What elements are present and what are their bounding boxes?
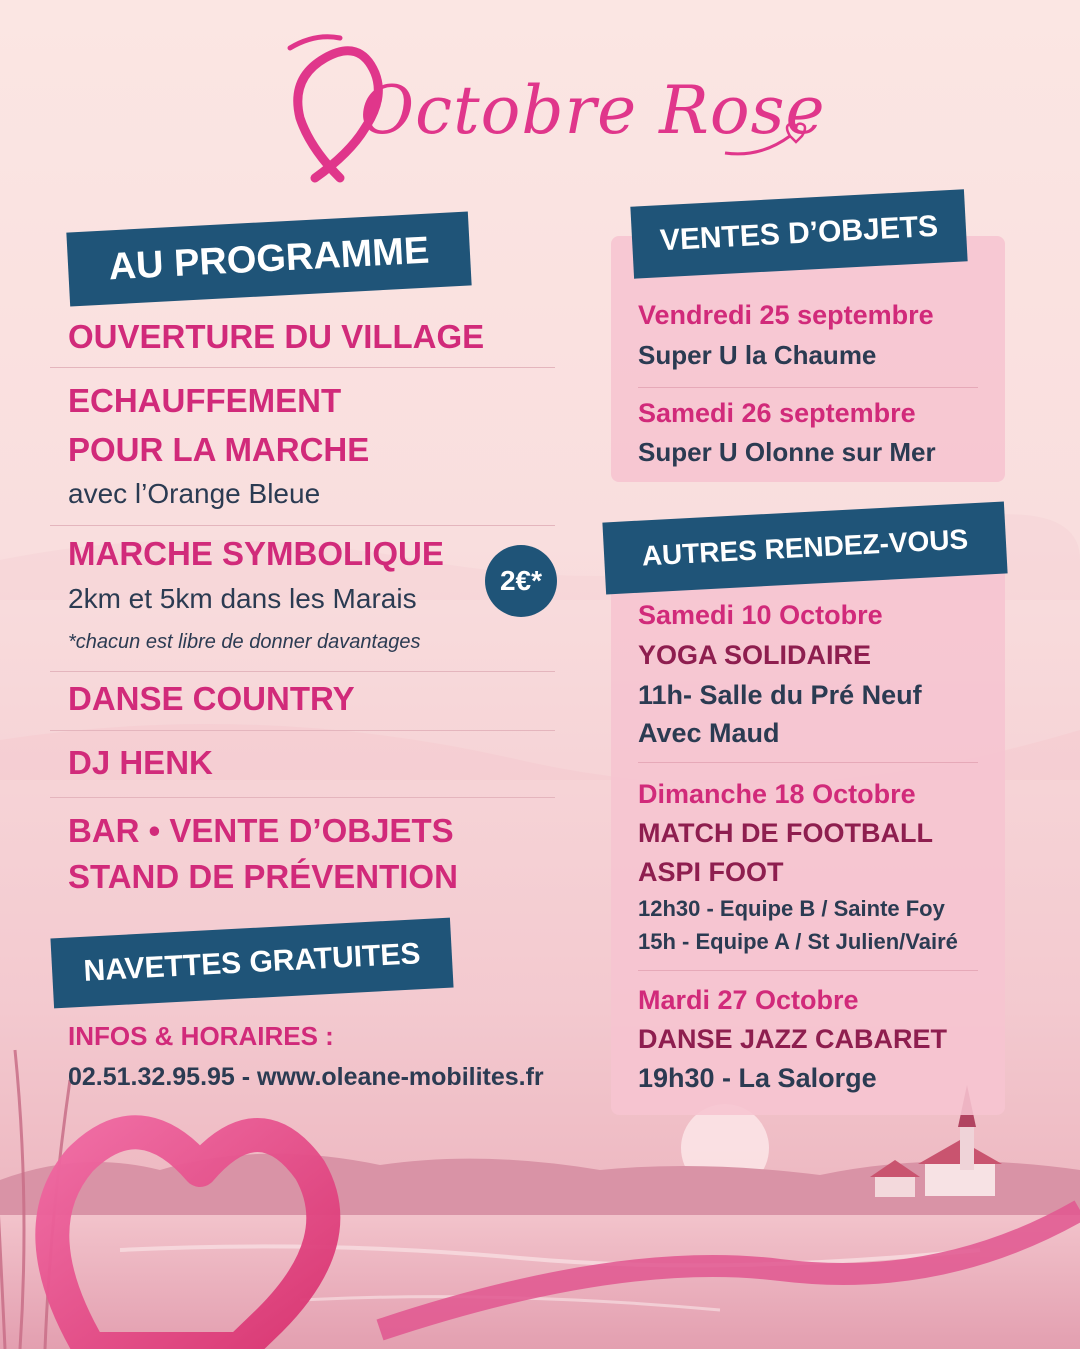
event-line-2b: 15h - Equipe A / St Julien/Vairé xyxy=(638,929,958,954)
event-date-2: Dimanche 18 Octobre xyxy=(638,779,916,809)
event-date-3: Mardi 27 Octobre xyxy=(638,985,859,1015)
shuttles-info-label: INFOS & HORAIRES : xyxy=(68,1021,334,1051)
sales-banner-label: VENTES D’OBJETS xyxy=(659,209,939,258)
divider xyxy=(638,762,978,763)
divider xyxy=(638,387,978,388)
program-item-country-dance: DANSE COUNTRY xyxy=(68,680,355,717)
event-title-2b: ASPI FOOT xyxy=(638,857,784,887)
program-item-warmup-line1: ECHAUFFEMENT xyxy=(68,382,342,419)
price-badge xyxy=(485,545,557,617)
program-item-bar-line2: STAND DE PRÉVENTION xyxy=(68,858,458,895)
sales-place-1: Super U la Chaume xyxy=(638,340,877,370)
event-title-2: MATCH DE FOOTBALL xyxy=(638,818,933,848)
header-logo xyxy=(270,28,826,198)
program-item-dj: DJ HENK xyxy=(68,744,213,781)
program-item-march: MARCHE SYMBOLIQUE xyxy=(68,535,444,572)
program-item-bar-line1: BAR • VENTE D’OBJETS xyxy=(68,812,454,849)
program-item-opening: OUVERTURE DU VILLAGE xyxy=(68,318,485,355)
page-title: Octobre Rose xyxy=(360,72,826,149)
price-badge-label: 2€* xyxy=(499,565,543,596)
event-title-3: DANSE JAZZ CABARET xyxy=(638,1024,948,1054)
program-item-march-note: *chacun est libre de donner davantages xyxy=(68,631,421,653)
event-line-3: 19h30 - La Salorge xyxy=(638,1063,877,1093)
divider xyxy=(50,525,555,526)
event-line-1b: Avec Maud xyxy=(638,718,780,748)
divider xyxy=(50,671,555,672)
sales-date-2: Samedi 26 septembre xyxy=(638,398,916,428)
event-date-1: Samedi 10 Octobre xyxy=(638,600,883,630)
program-item-warmup-line2: POUR LA MARCHE xyxy=(68,431,370,468)
event-line-2a: 12h30 - Equipe B / Sainte Foy xyxy=(638,896,945,921)
divider xyxy=(50,730,555,731)
program-banner-label: AU PROGRAMME xyxy=(107,229,431,288)
event-title-1: YOGA SOLIDAIRE xyxy=(638,640,872,670)
events-banner-label: AUTRES RENDEZ-VOUS xyxy=(641,523,969,572)
shuttles-contact: 02.51.32.95.95 - www.oleane-mobilites.fr xyxy=(68,1063,544,1091)
divider xyxy=(50,797,555,798)
program-item-march-subtitle: 2km et 5km dans les Marais xyxy=(68,583,417,614)
event-line-1a: 11h- Salle du Pré Neuf xyxy=(638,680,922,710)
divider xyxy=(50,367,555,368)
divider xyxy=(638,970,978,971)
shuttles-banner-label: NAVETTES GRATUITES xyxy=(82,937,422,988)
sales-date-1: Vendredi 25 septembre xyxy=(638,300,934,330)
sales-place-2: Super U Olonne sur Mer xyxy=(638,437,936,467)
program-item-warmup-subtitle: avec l’Orange Bleue xyxy=(68,478,321,509)
